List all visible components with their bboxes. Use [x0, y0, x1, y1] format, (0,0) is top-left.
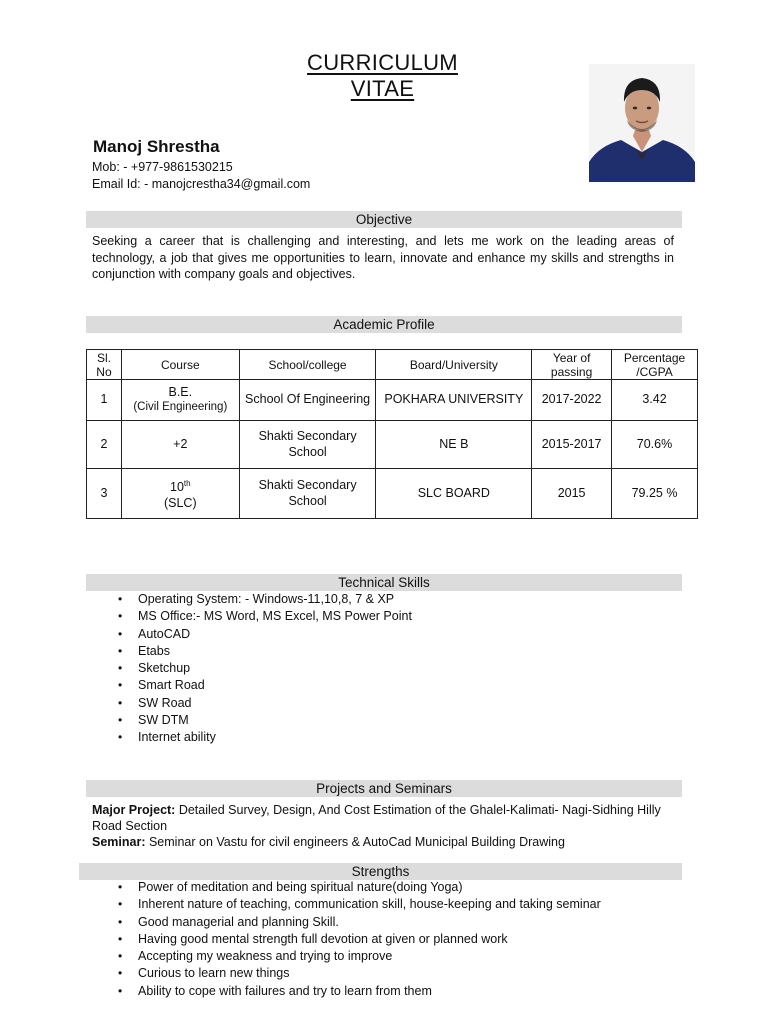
mobile-number: Mob: - +977-9861530215	[92, 160, 233, 174]
email-address: Email Id: - manojcrestha34@gmail.com	[92, 177, 311, 191]
candidate-name: Manoj Shrestha	[93, 137, 220, 156]
col-sl-no: Sl. No	[87, 350, 122, 380]
seminar-label: Seminar:	[92, 835, 146, 849]
col-percentage: Percentage /CGPA	[612, 350, 698, 380]
skill-item: • AutoCAD	[118, 626, 412, 643]
strengths-heading: Strengths	[79, 863, 682, 880]
cv-title-line1: CURRICULUM	[307, 50, 458, 75]
row-percentage: 79.25 %	[612, 469, 698, 519]
skills-heading: Technical Skills	[86, 574, 682, 591]
col-school: School/college	[239, 350, 376, 380]
profile-photo	[589, 64, 695, 182]
row-year: 2015	[532, 469, 612, 519]
row-sl: 3	[87, 469, 122, 519]
row-sl: 1	[87, 380, 122, 421]
skill-item: • Etabs	[118, 643, 412, 660]
objective-heading: Objective	[86, 211, 682, 228]
skill-item: • SW DTM	[118, 712, 412, 729]
row-school: Shakti Secondary School	[239, 421, 376, 469]
major-project	[92, 802, 682, 834]
row-percentage: 70.6%	[612, 421, 698, 469]
strength-item: • Power of meditation and being spiritual nature(doing Yoga)	[118, 879, 601, 896]
cv-title-line2: VITAE	[350, 76, 415, 101]
row-board: POKHARA UNIVERSITY	[376, 380, 532, 421]
strength-item: • Inherent nature of teaching, communication skill, house-keeping and taking seminar	[118, 896, 601, 913]
row-course: +2	[121, 421, 239, 469]
course-detail: (SLC)	[163, 495, 197, 510]
skills-list	[118, 591, 412, 747]
row-sl: 2	[87, 421, 122, 469]
col-course: Course	[121, 350, 239, 380]
skill-item: • SW Road	[118, 695, 412, 712]
strength-item: • Having good mental strength full devotion at given or planned work	[118, 931, 601, 948]
col-year: Year of passing	[532, 350, 612, 380]
major-project-label: Major Project:	[92, 803, 176, 817]
row-course	[121, 380, 239, 421]
row-percentage: 3.42	[612, 380, 698, 421]
skill-item: • Sketchup	[118, 660, 412, 677]
course-level-suffix: th	[183, 478, 191, 488]
strength-item: • Good managerial and planning Skill.	[118, 914, 601, 931]
cv-title	[250, 50, 515, 102]
course-detail: (Civil Engineering)	[133, 401, 228, 413]
row-board: NE B	[376, 421, 532, 469]
skill-item: • Internet ability	[118, 729, 412, 746]
major-project-text: Detailed Survey, Design, And Cost Estimation of the Ghalel-Kalimati- Nagi-Sidhing Hilly Road Section	[92, 803, 661, 833]
strength-item: • Curious to learn new things	[118, 965, 601, 982]
row-year: 2015-2017	[532, 421, 612, 469]
seminar	[92, 834, 682, 850]
row-school: School Of Engineering	[239, 380, 376, 421]
table-row	[87, 380, 698, 421]
row-course	[121, 469, 239, 519]
skill-item: • Operating System: - Windows-11,10,8, 7 & XP	[118, 591, 412, 608]
skill-item: • Smart Road	[118, 677, 412, 694]
course-name	[124, 476, 237, 496]
objective-text: Seeking a career that is challenging and interesting, and lets me work on the leading areas of technology, a job that gives me opportunities to learn, innovate and enhance my skills and strengths in conjunction with company goals and objectives.	[92, 234, 674, 281]
strengths-list	[118, 879, 601, 1000]
academic-heading: Academic Profile	[86, 316, 682, 333]
skill-item: • MS Office:- MS Word, MS Excel, MS Power Point	[118, 608, 412, 625]
row-board: SLC BOARD	[376, 469, 532, 519]
course-level: 10	[170, 480, 184, 495]
row-year: 2017-2022	[532, 380, 612, 421]
row-school: Shakti Secondary School	[239, 469, 376, 519]
projects-heading: Projects and Seminars	[86, 780, 682, 797]
col-board: Board/University	[376, 350, 532, 380]
strength-item: • Accepting my weakness and trying to improve	[118, 948, 601, 965]
strength-item: • Ability to cope with failures and try to learn from them	[118, 983, 601, 1000]
seminar-text: Seminar on Vastu for civil engineers & AutoCad Municipal Building Drawing	[145, 835, 565, 849]
table-row	[87, 421, 698, 469]
course-name: B.E.	[168, 384, 193, 399]
profile-photo-image	[589, 64, 695, 182]
academic-table	[86, 349, 698, 519]
table-row	[87, 469, 698, 519]
academic-header-row	[87, 350, 698, 380]
